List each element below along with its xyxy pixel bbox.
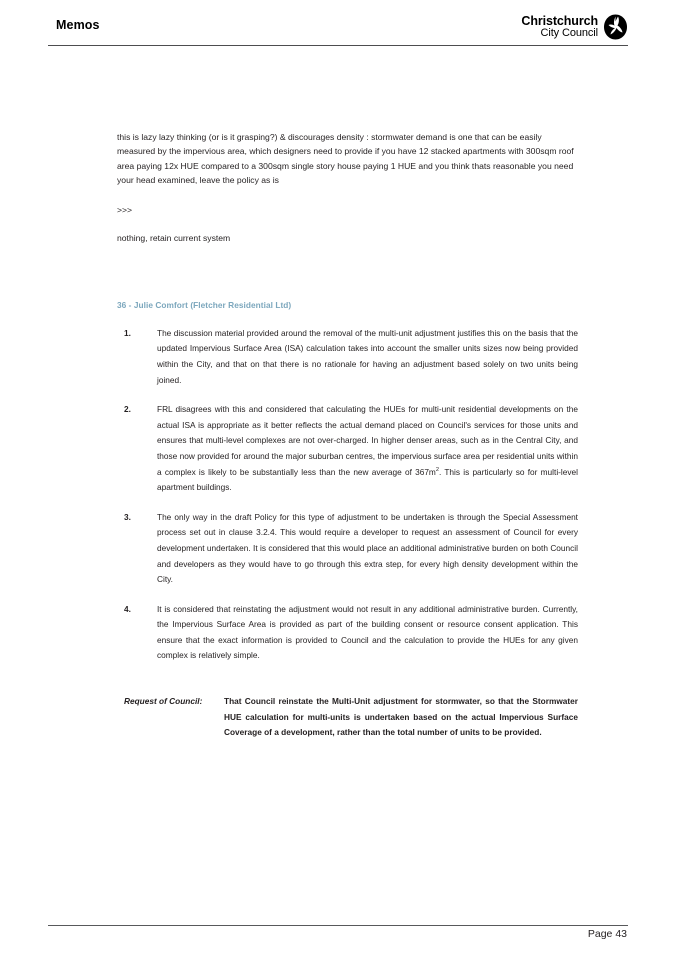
council-name-line2: City Council (540, 26, 598, 39)
page-header (48, 14, 628, 48)
document-body (117, 130, 578, 741)
list-item-text-part2: . This is particularly so for multi-level apartment buildings. (157, 466, 578, 493)
page-title: Memos (56, 18, 100, 32)
comment-separator: >>> (117, 205, 133, 216)
list-item (117, 402, 578, 496)
spacer (117, 246, 578, 286)
spacer (117, 217, 578, 231)
spacer (117, 310, 578, 326)
list-item-text: It is considered that reinstating the adjustment would not result in any additional administrative burden. Currently, the Impervious Surface Area is provided as part of the building consent or resource consent application. This ensure that the exact information is provided to Council and the calculation to provide the HUEs for any given complex is relatively simple. (157, 603, 578, 661)
list-item-text: The discussion material provided around the removal of the multi-unit adjustment justifies this on the basis that the updated Impervious Surface Area (ISA) calculation takes into account the smaller units sizes now being provided within the City, and that on that there is no rationale for having an adjustment based solely on two units being joined. (157, 327, 578, 385)
header-divider (48, 45, 628, 46)
list-item (117, 326, 578, 388)
council-crest-icon (603, 14, 628, 40)
council-logo-text (521, 15, 598, 39)
page-number: Page 43 (587, 928, 627, 940)
list-item-superscript: 2 (435, 466, 439, 473)
request-of-council-label: Request of Council: (124, 696, 203, 707)
list-item-text: The only way in the draft Policy for this type of adjustment to be undertaken is through the Special Assessment process set out in clause 3.2.4. This would require a developer to request an assessment of Council for every development undertaken. It is considered that this would place an additional administrative burden on both Council and developers as they would have to go through this extra step, for every high density development within the City. (157, 511, 578, 585)
free-text-comment: this is lazy lazy thinking (or is it grasping?) & discourages density : stormwater demand is one that can be easily measured by the impervious area, which designers need to provide if you have 12 stacked apartments with 300sqm roof area paying 12x HUE compared to a 300sqm single story house paying 1 HUE and you think thats reasonable you need your head examined, leave the policy as is (117, 132, 574, 185)
list-item-number: 3. (124, 511, 131, 522)
list-item (117, 510, 578, 588)
spacer (117, 286, 578, 300)
list-item-number: 4. (124, 603, 131, 614)
footer-divider (48, 925, 628, 926)
list-item (117, 602, 578, 664)
council-logo (521, 14, 628, 40)
follow-up-comment: nothing, retain current system (117, 233, 231, 244)
council-name-line1: Christchurch (521, 14, 598, 29)
list-item-number: 2. (124, 404, 131, 415)
list-item-number: 1. (124, 327, 131, 338)
request-of-council-text: That Council reinstate the Multi-Unit adjustment for stormwater, so that the Stormwater HUE calculation for multi-units is undertaken based on the actual Impervious Surface Coverage of a development, rather than the total number of units to be provided. (224, 696, 578, 738)
request-of-council (117, 694, 578, 741)
list-item-text-part1: FRL disagrees with this and considered that calculating the HUEs for multi-unit residential developments on the actual ISA is appropriate as it better reflects the actual demand placed on Council's services for those units and ensures that multi-level complexes are not over-charged. In higher denser areas, such as in the Central City, and those now provided for around the major suburban centres, the impervious surface area per residential units within a complex is likely to be substantially less than the new average of 367m (157, 404, 578, 477)
submitter-heading: 36 - Julie Comfort (Fletcher Residential Ltd) (117, 299, 292, 310)
spacer (117, 187, 578, 203)
